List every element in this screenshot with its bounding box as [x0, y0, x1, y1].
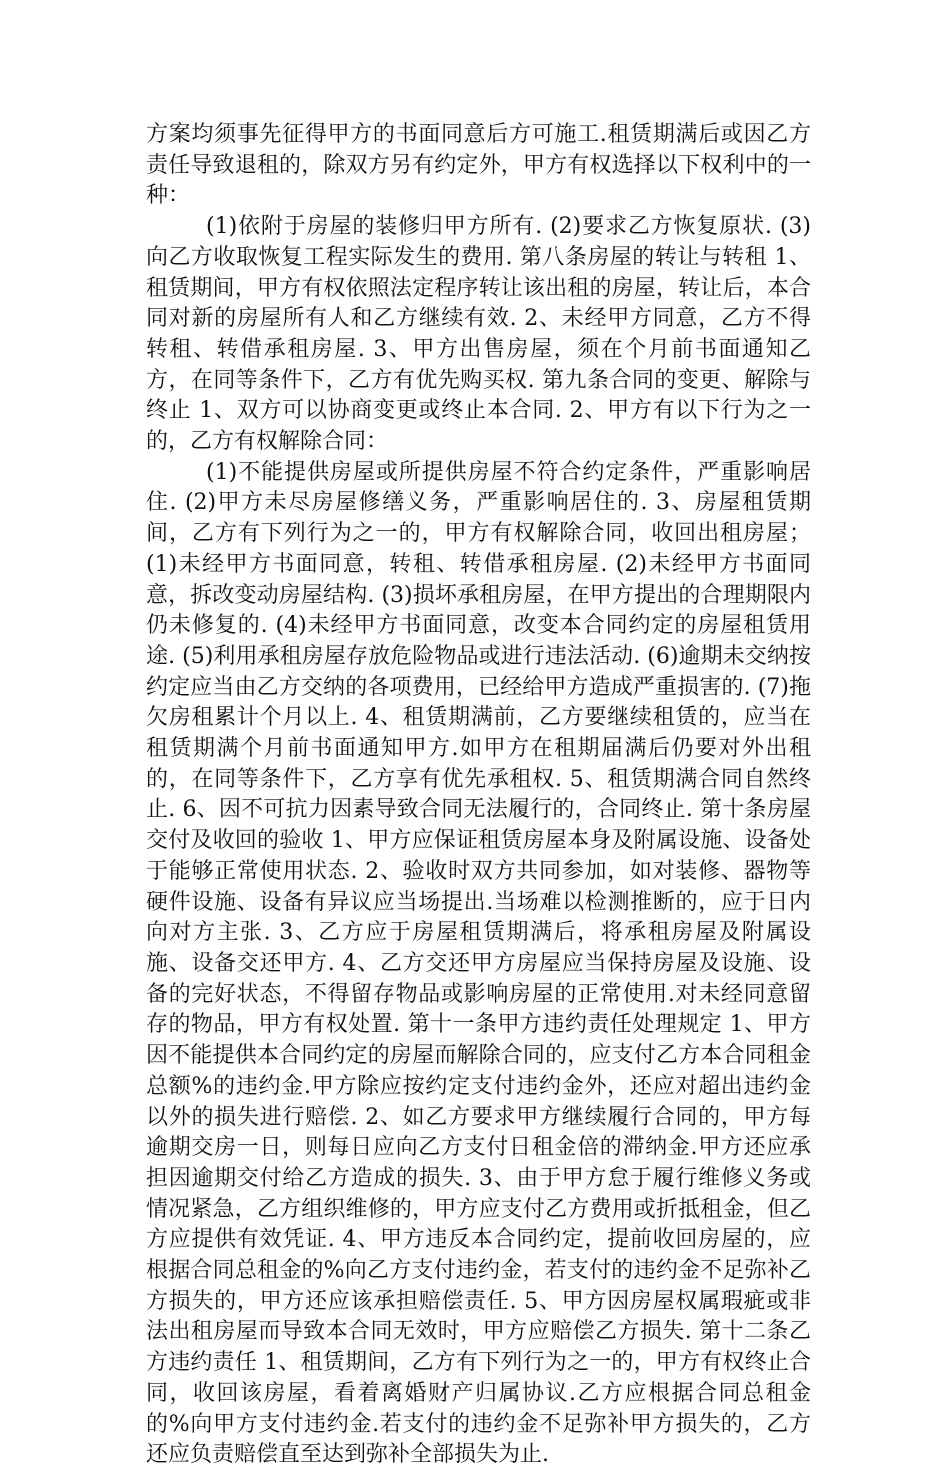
paragraph-3: (1)不能提供房屋或所提供房屋不符合约定条件，严重影响居住. (2)甲方未尽房屋修缮义务，严重影响居住的. 3、房屋租赁期间，乙方有下列行为之一的，甲方有权解除合同，收回出租房屋；(1)未经甲方书面同意，转租、转借承租房屋. (2)未经甲方书面同意，拆改变动房屋结构. (3)损坏承租房屋，在甲方提出的合理期限内仍未修复的. (4)未经甲方书面同意，改变本合同约定的房屋租赁用途. (5)利用承租房屋存放危险物品或进行违法活动. (6)逾期未交纳按约定应当由乙方交纳的各项费用，已经给甲方造成严重损害的. (7)拖欠房租累计个月以上. 4、租赁期满前，乙方要继续租赁的，应当在租赁期满个月前书面通知甲方.如甲方在租期届满后仍要对外出租的，在同等条件下，乙方享有优先承租权. 5、租赁期满合同自然终止. 6、因不可抗力因素导致合同无法履行的，合同终止. 第十条房屋交付及收回的验收 1、甲方应保证租赁房屋本身及附属设施、设备处于能够正常使用状态. 2、验收时双方共同参加，如对装修、器物等硬件设施、设备有异议应当场提出.当场难以检测推断的，应于日内向对方主张. 3、乙方应于房屋租赁期满后，将承租房屋及附属设施、设备交还甲方. 4、乙方交还甲方房屋应当保持房屋及设施、设备的完好状态，不得留存物品或影响房屋的正常使用.对未经同意留存的物品，甲方有权处置. 第十一条甲方违约责任处理规定 1、甲方因不能提供本合同约定的房屋而解除合同的，应支付乙方本合同租金总额%的违约金.甲方除应按约定支付违约金外，还应对超出违约金以外的损失进行赔偿. 2、如乙方要求甲方继续履行合同的，甲方每逾期交房一日，则每日应向乙方支付日租金倍的滞纳金.甲方还应承担因逾期交付给乙方造成的损失. 3、由于甲方怠于履行维修义务或情况紧急，乙方组织维修的，甲方应支付乙方费用或折抵租金，但乙方应提供有效凭证. 4、甲方违反本合同约定，提前收回房屋的，应根据合同总租金的%向乙方支付违约金，若支付的违约金不足弥补乙方损失的，甲方还应该承担赔偿责任. 5、甲方因房屋权属瑕疵或非法出租房屋而导致本合同无效时，甲方应赔偿乙方损失. 第十二条乙方违约责任 1、租赁期间，乙方有下列行为之一的，甲方有权终止合同，收回该房屋，看着离婚财产归属协议.乙方应根据合同总租金的%向甲方支付违约金.若支付的违约金不足弥补甲方损失的，乙方还应负责赔偿直至达到弥补全部损失为止. [146, 459, 811, 1468]
document-page [146, 120, 811, 1471]
paragraph-1: 方案均须事先征得甲方的书面同意后方可施工.租赁期满后或因乙方责任导致退租的，除双方另有约定外，甲方有权选择以下权利中的一种： [146, 122, 811, 209]
paragraph-2: (1)依附于房屋的装修归甲方所有. (2)要求乙方恢复原状. (3)向乙方收取恢复工程实际发生的费用. 第八条房屋的转让与转租 1、租赁期间，甲方有权依照法定程序转让该出租的房屋，转让后，本合同对新的房屋所有人和乙方继续有效. 2、未经甲方同意，乙方不得转租、转借承租房屋. 3、甲方出售房屋，须在个月前书面通知乙方，在同等条件下，乙方有优先购买权. 第九条合同的变更、解除与终止 1、双方可以协商变更或终止本合同. 2、甲方有以下行为之一的，乙方有权解除合同： [146, 214, 811, 455]
